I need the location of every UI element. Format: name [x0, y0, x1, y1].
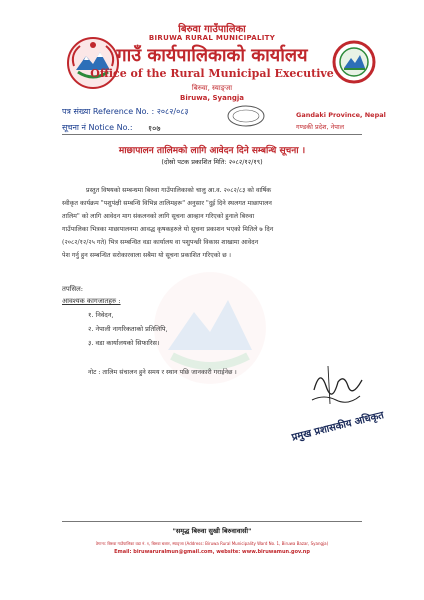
org-name-np: बिरुवा गाउँपालिका — [178, 24, 246, 35]
document-item-1: १. निवेदन, — [88, 311, 114, 319]
address-np: बिरुवा, स्याङ्जा — [191, 84, 233, 92]
province-np: गण्डकी प्रदेश, नेपाल — [296, 123, 345, 131]
footer-address: ठेगाना: बिरुवा गाउँपालिका वडा नं. १, बिरुवा बजार, स्याङ्जा (Address: Biruwa Rural Municipality Ward No. 1, Biruwa Bazar, Syangja) — [95, 541, 329, 546]
office-title-en: Office of the Rural Municipal Executive — [90, 67, 334, 80]
body-line-3: तालिम" को लागि आवेदन माग संकलनको लागि सूचना आव्हान गरिएको हुनाले बिरुवा — [62, 213, 255, 220]
body-line-4: गाउँपालिका भित्रका माछापालनमा आवद्ध कृषकहरुले यो सूचना प्रकाशन भएको मितिले ७ दिन — [62, 226, 274, 233]
signatory-designation: प्रमुख प्रशासकीय अधिकृत — [290, 410, 386, 444]
footer-divider — [62, 521, 362, 522]
document-item-3: ३. वडा कार्यालयको सिफारिस। — [88, 339, 160, 347]
province-en: Gandaki Province, Nepal — [296, 111, 386, 119]
body-line-2: स्वीकृत कार्यक्रम "पशुपंक्षी सम्बन्धि विभिन्न तालिमहरू" अनुसार "दुई दिने स्थलगत माछापालन — [62, 200, 272, 207]
office-stamp-icon — [226, 104, 266, 128]
body-line-6: पेश गर्नु हुन सम्बन्धित सरोकारवाला सबैमा यो सूचना प्रकाशित गरिएको छ । — [62, 252, 231, 259]
body-line-1: प्रस्तुत विषयको सम्बन्धमा बिरुवा गाउँपालिकाको चालु आ.व. २०८२/८३ को वार्षिक — [86, 187, 272, 194]
footer-contact: Email: biruwaruralmun@gmail.com, website: www.biruwamun.gov.np — [114, 549, 310, 555]
notice-number-value: १०७ — [148, 124, 161, 133]
body-line-5: (२०८२/१२/२५ गते) भित्र सम्बन्धित वडा कार्यालय वा पशुपन्छी विकास शाखामा आवेदन — [62, 239, 259, 246]
notice-title: माछापालन तालिमको लागि आवेदन दिने सम्बन्धि सूचना । — [118, 146, 306, 156]
signature-image — [308, 360, 370, 410]
reference-number: पत्र संख्या Reference No. : २०८२/०८३ — [62, 107, 189, 116]
office-title-np: गाउँ कार्यपालिकाको कार्यालय — [116, 45, 308, 66]
note-text: नोट : तालिम संचालन हुने समय र स्थान पछि जानकारी गराईनेछ । — [88, 369, 237, 376]
notice-number-label: सूचना नं Notice No.: — [62, 123, 133, 132]
details-heading: तपसिल: — [62, 285, 83, 293]
documents-heading: आवश्यक कागजातहरु : — [62, 297, 121, 305]
footer-slogan: "समृद्ध बिरुवा सुखी बिरुवावासी" — [172, 527, 252, 535]
notice-subtitle: (दोस्रो पटक प्रकाशित मिति: २०८२/१२/१९) — [161, 158, 263, 166]
document-item-2: २. नेपाली नागरिकताको प्रतिलिपि, — [88, 325, 168, 333]
address-en: Biruwa, Syangja — [180, 94, 244, 102]
org-name-en: BIRUWA RURAL MUNICIPALITY — [148, 34, 276, 42]
header-divider — [62, 134, 362, 135]
